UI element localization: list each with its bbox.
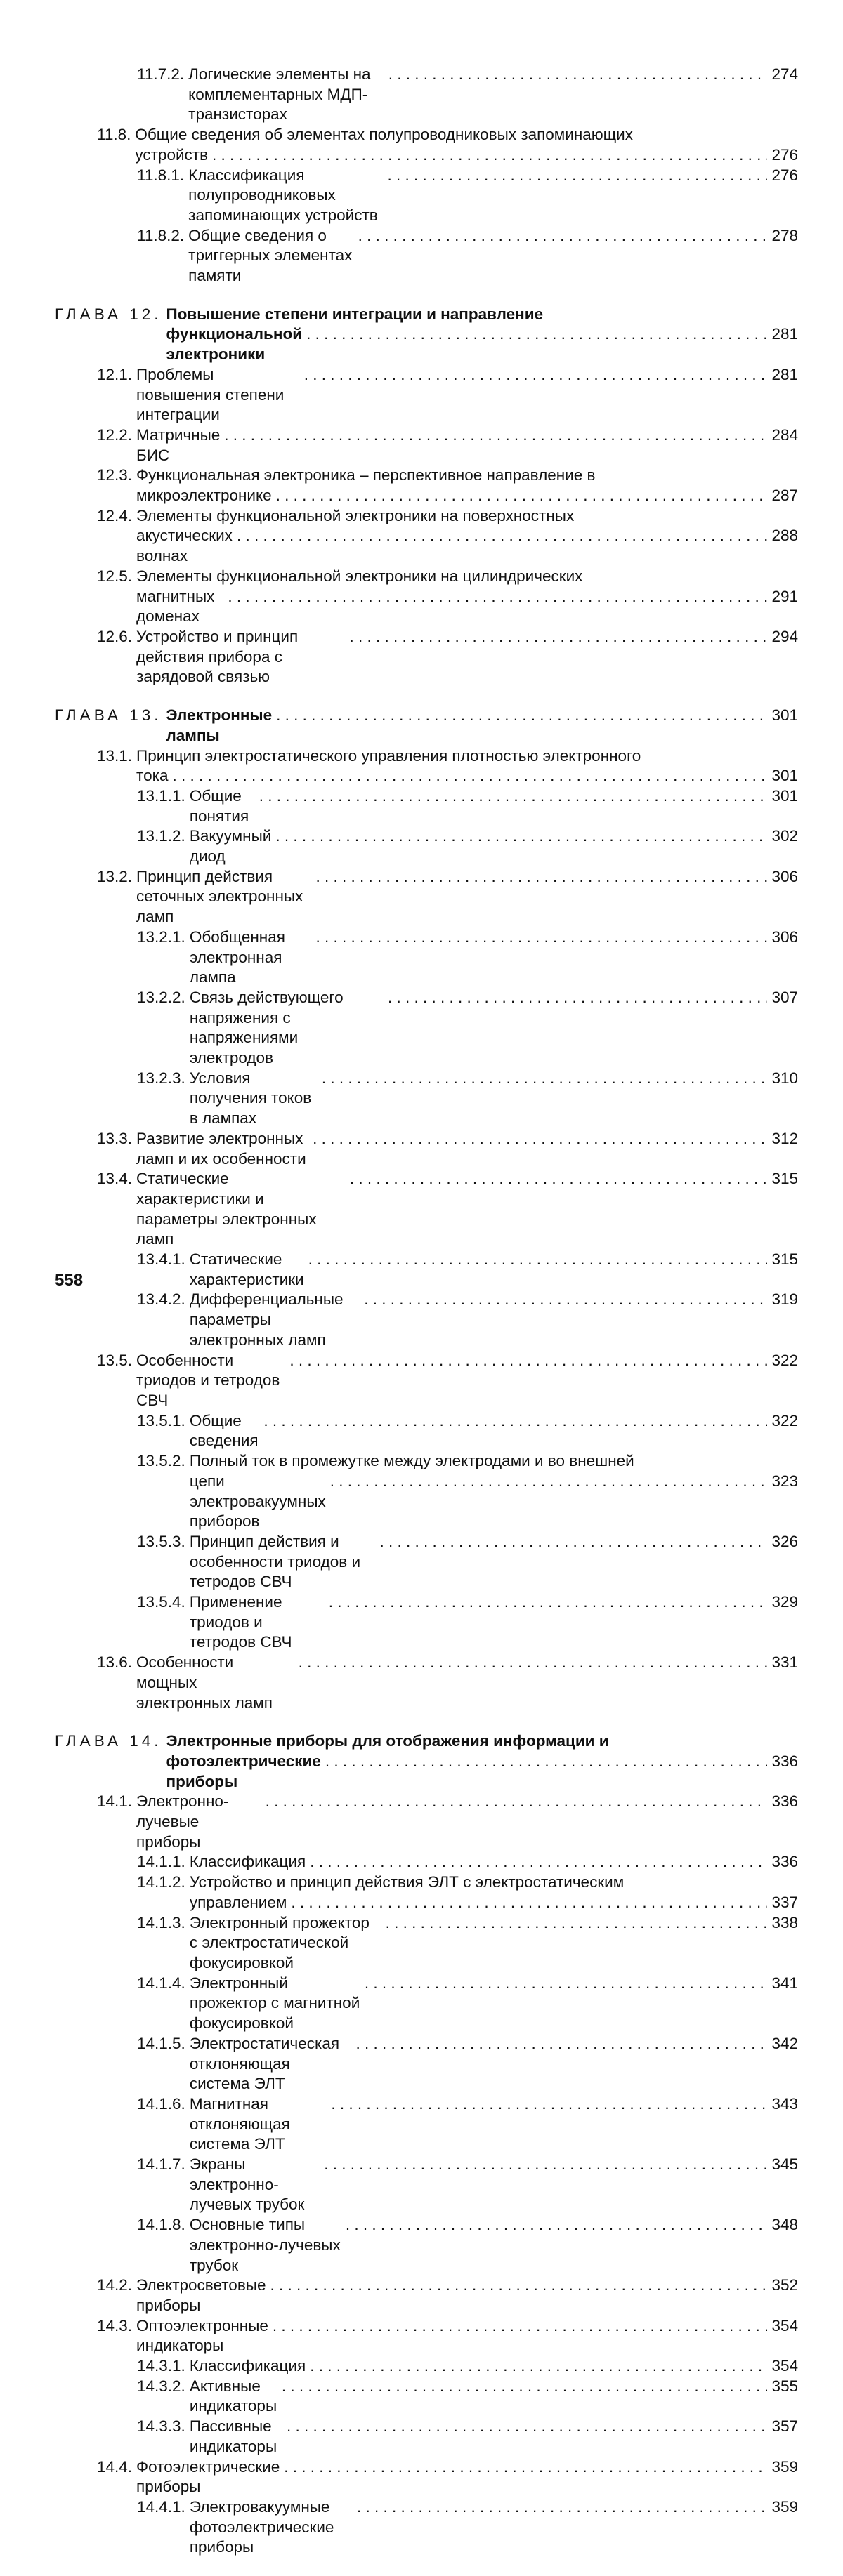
entry-page-number: 315 (771, 1170, 798, 1188)
toc-entry[interactable] (55, 365, 798, 425)
entry-title: Вакуумный диод (189, 827, 272, 866)
entry-title: устройств (135, 145, 209, 164)
dot-leader (212, 145, 767, 166)
entry-page-number: 359 (771, 2497, 798, 2516)
entry-number: 12.3. (97, 466, 133, 484)
entry-page-number: 302 (771, 827, 798, 845)
entry-number: 14.4.1. (137, 2497, 185, 2516)
entry-page-number: 341 (771, 1974, 798, 1992)
entry-page-number: 281 (771, 365, 798, 383)
dot-leader (270, 2276, 767, 2296)
entry-page-number: 274 (771, 65, 798, 83)
entry-title: Электронные приборы для отображения информации и (166, 1732, 609, 1750)
toc-entry[interactable] (55, 2155, 798, 2215)
toc-entry[interactable] (55, 1250, 798, 1290)
dot-leader (287, 2417, 768, 2437)
entry-page-number: 336 (771, 1792, 798, 1811)
entry-title: Магнитная отклоняющая система ЭЛТ (189, 2094, 290, 2153)
toc-section (55, 305, 798, 687)
entry-page-number: 352 (771, 2276, 798, 2294)
entry-title: Элементы функциональной электроники на поверхностных (136, 506, 575, 524)
entry-number: 12.5. (97, 567, 133, 585)
dot-leader (259, 786, 768, 807)
entry-title: Электронно-лучевые приборы (136, 1792, 229, 1851)
entry-page-number: 338 (771, 1913, 798, 1931)
toc-entry[interactable] (55, 1653, 798, 1713)
entry-number: 14.1.2. (137, 1873, 185, 1891)
entry-title: цепи электровакуумных приборов (189, 1472, 326, 1531)
dot-leader (224, 425, 767, 446)
dot-leader (313, 1129, 767, 1149)
entry-page-number: 310 (771, 1069, 798, 1087)
dot-leader (228, 587, 767, 607)
entry-page-number: 315 (771, 1250, 798, 1269)
entry-number: 13.6. (97, 1653, 133, 1672)
dot-leader (331, 2094, 767, 2115)
entry-title: Принцип действия и особенности триодов и тетродов СВЧ (189, 1532, 361, 1591)
entry-title: акустических волнах (136, 527, 233, 565)
entry-number: 13.3. (97, 1129, 133, 1147)
toc-entry[interactable] (55, 988, 798, 1069)
entry-page-number: 281 (771, 325, 798, 343)
dot-leader (308, 1250, 768, 1270)
entry-title: Электронные лампы (166, 706, 273, 744)
dot-leader (388, 166, 768, 186)
entry-title: Связь действующего напряжения с напряжениями электродов (189, 988, 344, 1067)
dot-leader (291, 1893, 767, 1913)
entry-number: 11.7.2. (137, 65, 185, 83)
entry-title: Электронный прожектор с магнитной фокусировкой (189, 1974, 360, 2033)
toc-entry[interactable] (55, 927, 798, 988)
entry-page-number: 331 (771, 1653, 798, 1672)
page-number: 558 (55, 1271, 84, 1290)
toc-entry[interactable] (55, 2497, 798, 2558)
toc-entry[interactable] (55, 2457, 798, 2497)
dot-leader (284, 2457, 767, 2478)
entry-number: 13.4.2. (137, 1290, 185, 1309)
toc-entry[interactable] (55, 567, 798, 627)
toc-entry[interactable] (55, 465, 798, 506)
entry-title: Принцип электростатического управления плотностью электронного (136, 746, 641, 765)
toc-entry[interactable] (55, 1129, 798, 1169)
entry-page-number: 342 (771, 2034, 798, 2052)
entry-number: 14.1.8. (137, 2216, 185, 2234)
toc-entry[interactable] (55, 2417, 798, 2457)
entry-title: Пассивные индикаторы (189, 2417, 277, 2455)
entry-page-number: 355 (771, 2377, 798, 2395)
entry-number: 13.5. (97, 1351, 133, 1369)
entry-title: Условия получения токов в лампах (189, 1069, 312, 1128)
entry-title: Устройство и принцип действия прибора с зарядовой связью (136, 627, 299, 686)
chapter-heading[interactable] (55, 706, 798, 746)
entry-title: Оптоэлектронные индикаторы (136, 2316, 268, 2355)
dot-leader (329, 1592, 768, 1613)
entry-title: Полный ток в промежутке между электродами и во внешней (189, 1452, 634, 1470)
entry-number: 14.3.2. (137, 2377, 185, 2395)
dot-leader (330, 1472, 768, 1492)
toc-entry[interactable] (55, 1411, 798, 1451)
dot-leader (325, 1752, 768, 1772)
entry-page-number: 276 (771, 166, 798, 184)
dot-leader (365, 1974, 768, 1994)
entry-page-number: 287 (771, 487, 798, 505)
chapter-heading[interactable] (55, 1731, 798, 1792)
entry-title: Развитие электронных ламп и их особенности (136, 1129, 306, 1168)
dot-leader (386, 1913, 768, 1934)
entry-number: 12.4. (97, 506, 133, 524)
entry-number: 13.2.3. (137, 1069, 185, 1087)
table-of-contents (55, 65, 798, 2576)
entry-number: 11.8. (97, 126, 131, 144)
dot-leader (364, 1290, 767, 1310)
entry-title: Логические элементы на комплементарных МДП-транзисторах (188, 65, 371, 124)
toc-entry[interactable] (55, 786, 798, 826)
chapter-heading[interactable] (55, 305, 798, 365)
dot-leader (349, 627, 767, 647)
toc-entry[interactable] (55, 226, 798, 286)
entry-title: Общие понятия (189, 786, 249, 825)
entry-title: Повышение степени интеграции и направление (166, 305, 544, 323)
toc-entry[interactable] (55, 1592, 798, 1653)
entry-title: Статические характеристики и параметры электронных ламп (136, 1170, 317, 1248)
entry-number: 13.1. (97, 746, 133, 765)
entry-title: магнитных доменах (136, 587, 215, 626)
entry-number: 13.5.2. (137, 1452, 185, 1470)
entry-page-number: 329 (771, 1593, 798, 1611)
entry-title: Обобщенная электронная лампа (189, 927, 285, 986)
entry-number: 13.4. (97, 1170, 133, 1188)
toc-entry[interactable] (55, 65, 798, 125)
entry-page-number: 323 (771, 1472, 798, 1490)
entry-page-number: 336 (771, 1853, 798, 1871)
entry-number: 12.6. (97, 627, 133, 645)
dot-leader (299, 1653, 768, 1673)
entry-title: управлением (189, 1893, 287, 1911)
dot-leader (266, 1792, 768, 1812)
entry-page-number: 301 (771, 706, 798, 725)
entry-page-number: 301 (771, 767, 798, 785)
entry-number: 14.1.3. (137, 1913, 185, 1931)
dot-leader (322, 1069, 768, 1089)
toc-entry[interactable] (55, 1069, 798, 1129)
dot-leader (304, 365, 768, 385)
entry-number: 13.2.2. (137, 988, 185, 1006)
dot-leader (357, 2497, 767, 2518)
toc-entry[interactable] (55, 1290, 798, 1350)
entry-page-number: 337 (771, 1893, 798, 1911)
dot-leader (315, 927, 767, 948)
dot-leader (282, 2377, 768, 2397)
entry-page-number: 354 (771, 2357, 798, 2375)
entry-number: ГЛАВА 14. (55, 1732, 162, 1750)
toc-entry[interactable] (55, 2034, 798, 2094)
entry-number: ГЛАВА 12. (55, 305, 162, 323)
dot-leader (276, 706, 767, 726)
entry-number: 13.1.1. (137, 786, 185, 805)
entry-number: 12.1. (97, 365, 133, 383)
toc-entry[interactable] (55, 1913, 798, 1974)
toc-entry[interactable] (55, 2356, 798, 2377)
dot-leader (263, 1411, 767, 1432)
entry-title: тока (136, 767, 169, 785)
entry-title: Фотоэлектрические приборы (136, 2457, 280, 2496)
entry-title: Дифференциальные параметры электронных ламп (189, 1290, 344, 1349)
toc-entry[interactable] (55, 627, 798, 687)
entry-number: 14.3.1. (137, 2357, 185, 2375)
toc-entry[interactable] (55, 1532, 798, 1592)
dot-leader (350, 1169, 768, 1189)
dot-leader (172, 766, 767, 786)
toc-entry[interactable] (55, 166, 798, 226)
entry-title: Общие сведения об элементах полупроводниковых запоминающих (135, 126, 633, 144)
entry-page-number: 354 (771, 2316, 798, 2334)
toc-entry[interactable] (55, 2215, 798, 2276)
dot-leader (388, 65, 768, 85)
entry-title: Экраны электронно-лучевых трубок (189, 2155, 305, 2214)
entry-page-number: 301 (771, 786, 798, 805)
entry-number: 14.1.4. (137, 1974, 185, 1992)
toc-entry[interactable] (55, 1351, 798, 1411)
toc-entry[interactable] (55, 1872, 798, 1913)
toc-entry[interactable] (55, 1852, 798, 1872)
entry-number: 13.2.1. (137, 927, 185, 946)
entry-page-number: 343 (771, 2094, 798, 2113)
entry-page-number: 345 (771, 2155, 798, 2174)
entry-page-number: 288 (771, 527, 798, 545)
dot-leader (237, 526, 768, 546)
toc-entry[interactable] (55, 1792, 798, 1852)
toc-entry[interactable] (55, 2316, 798, 2356)
toc-entry[interactable] (55, 125, 798, 165)
dot-leader (273, 2316, 768, 2337)
toc-entry[interactable] (55, 867, 798, 927)
entry-page-number: 357 (771, 2417, 798, 2436)
toc-entry[interactable] (55, 425, 798, 465)
entry-number: 14.1. (97, 1792, 133, 1811)
entry-page-number: 322 (771, 1411, 798, 1429)
dot-leader (315, 867, 767, 887)
toc-section (55, 65, 798, 286)
entry-page-number: 312 (771, 1129, 798, 1147)
dot-leader (306, 324, 767, 345)
entry-page-number: 348 (771, 2216, 798, 2234)
entry-title: функциональной электроники (166, 325, 303, 364)
toc-entry[interactable] (55, 2094, 798, 2155)
entry-number: ГЛАВА 13. (55, 706, 162, 725)
entry-title: Устройство и принцип действия ЭЛТ с электростатическим (189, 1873, 625, 1891)
entry-title: Элементы функциональной электроники на цилиндрических (136, 567, 583, 585)
entry-title: Применение триодов и тетродов СВЧ (189, 1593, 292, 1651)
dot-leader (358, 226, 768, 246)
entry-number: 14.4. (97, 2457, 133, 2476)
dot-leader (310, 1852, 767, 1872)
toc-entry[interactable] (55, 2276, 798, 2316)
entry-title: Функциональная электроника – перспективное направление в (136, 466, 596, 484)
toc-entry[interactable] (55, 1974, 798, 2034)
entry-page-number: 319 (771, 1290, 798, 1309)
toc-entry[interactable] (55, 826, 798, 866)
entry-title: Электростатическая отклоняющая система ЭЛТ (189, 2034, 340, 2093)
dot-leader (324, 2155, 767, 2175)
entry-number: 14.3. (97, 2316, 133, 2334)
dot-leader (346, 2215, 768, 2235)
entry-number: 14.1.1. (137, 1853, 185, 1871)
dot-leader (356, 2034, 768, 2054)
entry-page-number: 326 (771, 1532, 798, 1550)
entry-title: Классификация (189, 2357, 306, 2375)
entry-title: Общие сведения (189, 1411, 259, 1450)
entry-title: Особенности триодов и тетродов СВЧ (136, 1351, 280, 1409)
entry-number: 14.3.3. (137, 2417, 185, 2436)
toc-entry[interactable] (55, 2377, 798, 2417)
entry-number: 13.5.3. (137, 1532, 185, 1550)
entry-page-number: 294 (771, 627, 798, 645)
dot-leader (379, 1532, 767, 1552)
entry-title: Проблемы повышения степени интеграции (136, 365, 285, 424)
entry-page-number: 306 (771, 867, 798, 885)
toc-entry[interactable] (55, 1451, 798, 1532)
entry-title: фотоэлектрические приборы (166, 1752, 321, 1790)
toc-entry[interactable] (55, 506, 798, 567)
entry-number: 14.1.7. (137, 2155, 185, 2174)
entry-number: 13.5.1. (137, 1411, 185, 1429)
entry-number: 11.8.1. (137, 166, 185, 184)
entry-title: Классификация полупроводниковых запоминающих устройств (188, 166, 378, 224)
entry-title: Принцип действия сеточных электронных ламп (136, 867, 303, 926)
entry-title: Основные типы электронно-лучевых трубок (189, 2216, 341, 2274)
entry-page-number: 322 (771, 1351, 798, 1369)
dot-leader (275, 826, 767, 847)
entry-number: 12.2. (97, 425, 133, 444)
entry-title: Электросветовые приборы (136, 2276, 266, 2314)
toc-entry[interactable] (55, 1169, 798, 1250)
dot-leader (289, 1351, 767, 1371)
entry-title: Статические характеристики (189, 1250, 304, 1288)
entry-page-number: 359 (771, 2457, 798, 2476)
entry-title: Общие сведения о триггерных элементах памяти (188, 226, 353, 285)
entry-number: 14.1.6. (137, 2094, 185, 2113)
entry-title: микроэлектронике (136, 487, 272, 505)
entry-number: 14.2. (97, 2276, 133, 2294)
entry-title: Активные индикаторы (189, 2377, 277, 2415)
dot-leader (276, 486, 768, 506)
entry-title: Электровакуумные фотоэлектрические приборы (189, 2497, 334, 2556)
entry-page-number: 307 (771, 988, 798, 1006)
entry-number: 13.1.2. (137, 827, 185, 845)
entry-page-number: 278 (771, 226, 798, 244)
entry-number: 11.8.2. (137, 226, 185, 244)
toc-section (55, 1731, 798, 2558)
dot-leader (388, 988, 767, 1008)
entry-page-number: 336 (771, 1752, 798, 1770)
entry-title: Матричные БИС (136, 425, 221, 464)
entry-number: 13.5.4. (137, 1593, 185, 1611)
entry-number: 14.1.5. (137, 2034, 185, 2052)
entry-page-number: 306 (771, 927, 798, 946)
entry-page-number: 291 (771, 587, 798, 605)
entry-page-number: 284 (771, 425, 798, 444)
dot-leader (310, 2356, 767, 2377)
entry-title: Особенности мощных электронных ламп (136, 1653, 273, 1712)
entry-title: Электронный прожектор с электростатической фокусировкой (189, 1913, 370, 1971)
entry-page-number: 276 (771, 145, 798, 164)
toc-section (55, 706, 798, 1713)
toc-entry[interactable] (55, 746, 798, 786)
entry-title: Классификация (189, 1853, 306, 1871)
entry-number: 13.2. (97, 867, 133, 885)
entry-number: 13.4.1. (137, 1250, 185, 1269)
